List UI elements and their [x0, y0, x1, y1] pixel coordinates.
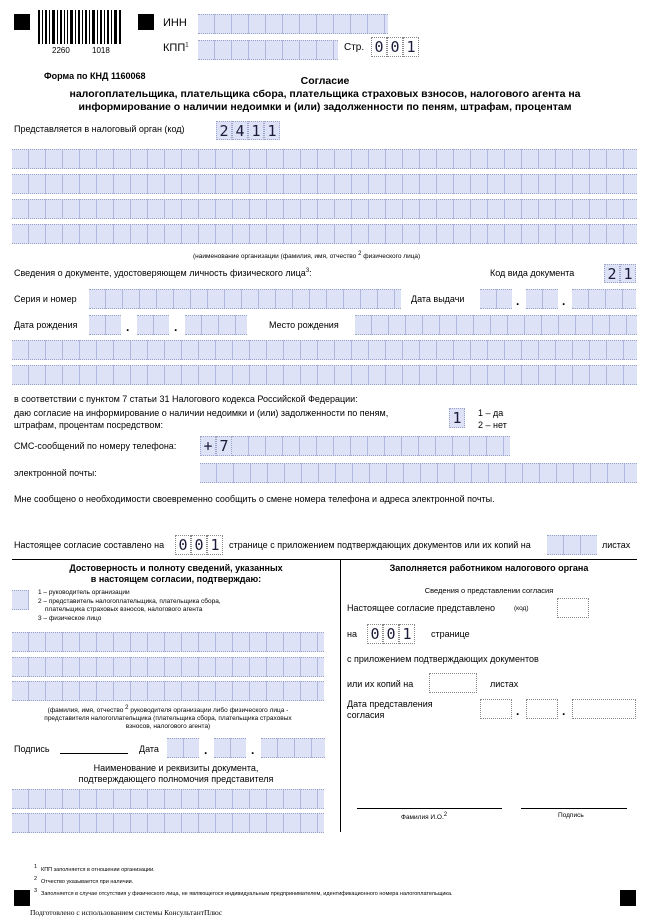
phone-input[interactable] — [232, 436, 510, 456]
right-pages-digit: 0 — [367, 624, 383, 644]
signer-opt-2a: 2 – представитель налогоплательщика, плательщика сбора, — [38, 598, 221, 605]
signer-type-input[interactable] — [12, 590, 29, 610]
section-top-rule — [12, 559, 637, 560]
org-name-row-3[interactable] — [12, 199, 637, 219]
footnote-1: КПП заполняется в отношении организации. — [41, 867, 155, 873]
authority-doc-row-1[interactable] — [12, 789, 324, 809]
officer-signature-line — [521, 808, 627, 809]
date-separator: . — [516, 704, 520, 718]
barcode-number-left: 2260 — [52, 46, 70, 55]
doc-type-digit: 2 — [604, 264, 620, 283]
date-separator: . — [562, 704, 566, 718]
page-digit: 0 — [371, 37, 387, 57]
phone-prefix-field — [200, 436, 232, 456]
inn-input[interactable] — [198, 14, 388, 34]
submission-method-cell — [557, 598, 589, 618]
pages-digit: 0 — [175, 535, 191, 555]
left-section-title: Достоверность и полноту сведений, указанных в настоящем согласии, подтверждаю: — [69, 563, 283, 584]
tax-authority-digit: 2 — [216, 121, 232, 140]
series-label: Серия и номер — [14, 294, 77, 304]
attachments-sheets-input[interactable] — [547, 535, 597, 555]
consent-text-line2: штрафам, процентам посредством: — [14, 420, 164, 430]
date-separator: . — [174, 320, 178, 334]
right-section-title: Заполняется работником налогового органа — [389, 563, 589, 573]
signer-name-caption: (фамилия, имя, отчество $^2$ руководителя организации либо физического лица - представителя налогоплательщика (плательщика сбора, плательщика страховых взносов, налогового агента) — [44, 705, 292, 731]
pages-text-a: Настоящее согласие составлено на — [14, 540, 165, 550]
org-name-row-2[interactable] — [12, 174, 637, 194]
article-text: в соответствии с пунктом 7 статьи 31 Налогового кодекса Российской Федерации: — [14, 394, 358, 404]
tax-authority-digit: 4 — [232, 121, 248, 140]
inn-label: ИНН — [163, 17, 187, 29]
left-date-day[interactable] — [167, 738, 199, 758]
corner-marker-top-left — [14, 14, 30, 30]
signer-name-row-2[interactable] — [12, 657, 324, 677]
right-sheets-field[interactable] — [429, 673, 477, 693]
issue-date-day[interactable] — [480, 289, 512, 309]
date-separator: . — [516, 294, 520, 308]
tax-authority-label: Представляется в налоговый орган (код) — [14, 124, 185, 134]
page-number-field[interactable] — [371, 37, 419, 57]
consent-value: 1 — [449, 408, 465, 428]
birth-date-month[interactable] — [137, 315, 169, 335]
right-pages-field[interactable] — [367, 624, 415, 644]
option-no: 2 – нет — [478, 420, 507, 430]
footnote-2: Отчество указывается при наличии. — [41, 879, 134, 885]
date-separator: . — [126, 320, 130, 334]
authority-doc-title: Наименование и реквизиты документа, подтверждающего полномочия представителя — [78, 763, 274, 784]
signature-label: Подпись — [14, 744, 50, 754]
email-input[interactable] — [200, 463, 637, 483]
officer-name-label: Фамилия И.О.$^2$ — [401, 812, 448, 822]
code-hint: (код) — [514, 605, 529, 612]
date-month-cell — [526, 699, 558, 719]
officer-signature-label: Подпись — [558, 812, 584, 819]
submission-date-label: Дата представления согласия — [347, 699, 433, 720]
sms-label: СМС-сообщений по номеру телефона: — [14, 441, 177, 451]
tax-authority-digit: 1 — [264, 121, 280, 140]
submission-method-field[interactable] — [557, 598, 589, 618]
signer-opt-1: 1 – руководитель организации — [38, 589, 130, 596]
org-name-row-4[interactable] — [12, 224, 637, 244]
email-label: электронной почты: — [14, 468, 97, 478]
corner-marker-top-middle — [138, 14, 154, 30]
left-date-year[interactable] — [261, 738, 325, 758]
consent-value-field[interactable] — [449, 408, 465, 428]
or-copies-label: или их копий на — [347, 679, 414, 689]
signer-name-row-3[interactable] — [12, 681, 324, 701]
series-number-input[interactable] — [89, 289, 401, 309]
form-code: Форма по КНД 1160068 — [44, 71, 146, 81]
birth-date-label: Дата рождения — [14, 320, 78, 330]
option-yes: 1 – да — [478, 408, 504, 418]
org-name-row-1[interactable] — [12, 149, 637, 169]
birth-place-row-3[interactable] — [12, 365, 637, 385]
form-title: Согласие налогоплательщика, плательщика сбора, плательщика страховых взносов, налогового агента на информирование о наличии недоимки и (или) задолженности по пеням, штрафам, процентам — [69, 75, 581, 113]
footnote-3: Заполняется в случае отсутствия у физического лица, не являющегося индивидуальным предпринимателем, идентификационного номера налогоплательщика. — [41, 891, 453, 897]
barcode-number-right: 1018 — [92, 46, 110, 55]
pages-text-b: странице с приложением подтверждающих документов или их копий на — [229, 540, 531, 550]
issue-date-label: Дата выдачи — [411, 294, 465, 304]
kpp-label: КПП$^1$ — [163, 42, 189, 54]
page-digit: 1 — [403, 37, 419, 57]
submission-date-day[interactable] — [480, 699, 512, 719]
signer-opt-3: 3 – физическое лицо — [38, 615, 102, 622]
on-label: на — [347, 629, 357, 639]
birth-date-day[interactable] — [89, 315, 121, 335]
doc-type-digit: 1 — [620, 264, 636, 283]
right-pages-digit: 1 — [399, 624, 415, 644]
pages-digit: 0 — [191, 535, 207, 555]
tax-authority-code-field[interactable] — [216, 121, 280, 140]
page-label: Стр. — [344, 42, 365, 53]
date-separator: . — [251, 743, 255, 757]
issue-date-year[interactable] — [572, 289, 636, 309]
kpp-input[interactable] — [198, 40, 338, 60]
date-year-cell — [572, 699, 636, 719]
right-pages-digit: 0 — [383, 624, 399, 644]
tax-authority-digit: 1 — [248, 121, 264, 140]
signature-line — [60, 753, 128, 754]
birth-place-row-1[interactable] — [355, 315, 637, 335]
submission-date-month[interactable] — [526, 699, 558, 719]
footnote-number-2: 2 — [34, 876, 38, 882]
sheets-label: листах — [490, 679, 519, 689]
section-vertical-rule — [340, 559, 341, 832]
pages-text-c: листах — [602, 540, 631, 550]
phone-seven: 7 — [216, 436, 232, 456]
left-date-month[interactable] — [214, 738, 246, 758]
org-name-caption: (наименование организации (фамилия, имя, отчество $^2$ физического лица) — [193, 251, 421, 261]
left-date-label: Дата — [139, 744, 159, 754]
consent-text-line1: даю согласие на информирование о наличии недоимки и (или) задолженности по пеням, — [14, 408, 389, 418]
submitted-label: Настоящее согласие представлено — [347, 603, 495, 613]
page-word: странице — [431, 629, 470, 639]
authority-doc-row-2[interactable] — [12, 813, 324, 833]
signer-name-row-1[interactable] — [12, 632, 324, 652]
right-sheets-cell — [429, 673, 477, 693]
date-day-cell — [480, 699, 512, 719]
with-docs-label: с приложением подтверждающих документов — [347, 654, 539, 664]
birth-place-label: Место рождения — [269, 320, 339, 330]
doc-type-code-field[interactable] — [604, 264, 636, 283]
signer-opt-2b: плательщика страховых взносов, налогового агента — [45, 606, 203, 613]
date-separator: . — [204, 743, 208, 757]
date-separator: . — [562, 294, 566, 308]
notice-text: Мне сообщено о необходимости своевременно сообщить о смене номера телефона и адреса электронной почты. — [14, 494, 495, 504]
identity-label: Сведения о документе, удостоверяющем личность физического лица$^3$: — [14, 268, 312, 278]
corner-marker-bottom-left — [14, 890, 30, 906]
footnote-number-3: 3 — [34, 888, 38, 894]
phone-plus: + — [200, 436, 216, 456]
doc-type-label: Код вида документа — [490, 268, 575, 278]
barcode — [38, 10, 122, 46]
pages-count-field[interactable] — [175, 535, 223, 555]
pages-digit: 1 — [207, 535, 223, 555]
birth-place-row-2[interactable] — [12, 340, 637, 360]
officer-name-line — [357, 808, 502, 809]
page-digit: 0 — [387, 37, 403, 57]
footnote-number-1: 1 — [34, 864, 38, 870]
issue-date-month[interactable] — [526, 289, 558, 309]
corner-marker-bottom-right — [620, 890, 636, 906]
birth-date-year[interactable] — [185, 315, 247, 335]
right-section-subtitle: Сведения о представлении согласия — [424, 586, 554, 595]
credit-line: Подготовлено с использованием системы КонсультантПлюс — [30, 908, 223, 917]
submission-date-year[interactable] — [572, 699, 636, 719]
